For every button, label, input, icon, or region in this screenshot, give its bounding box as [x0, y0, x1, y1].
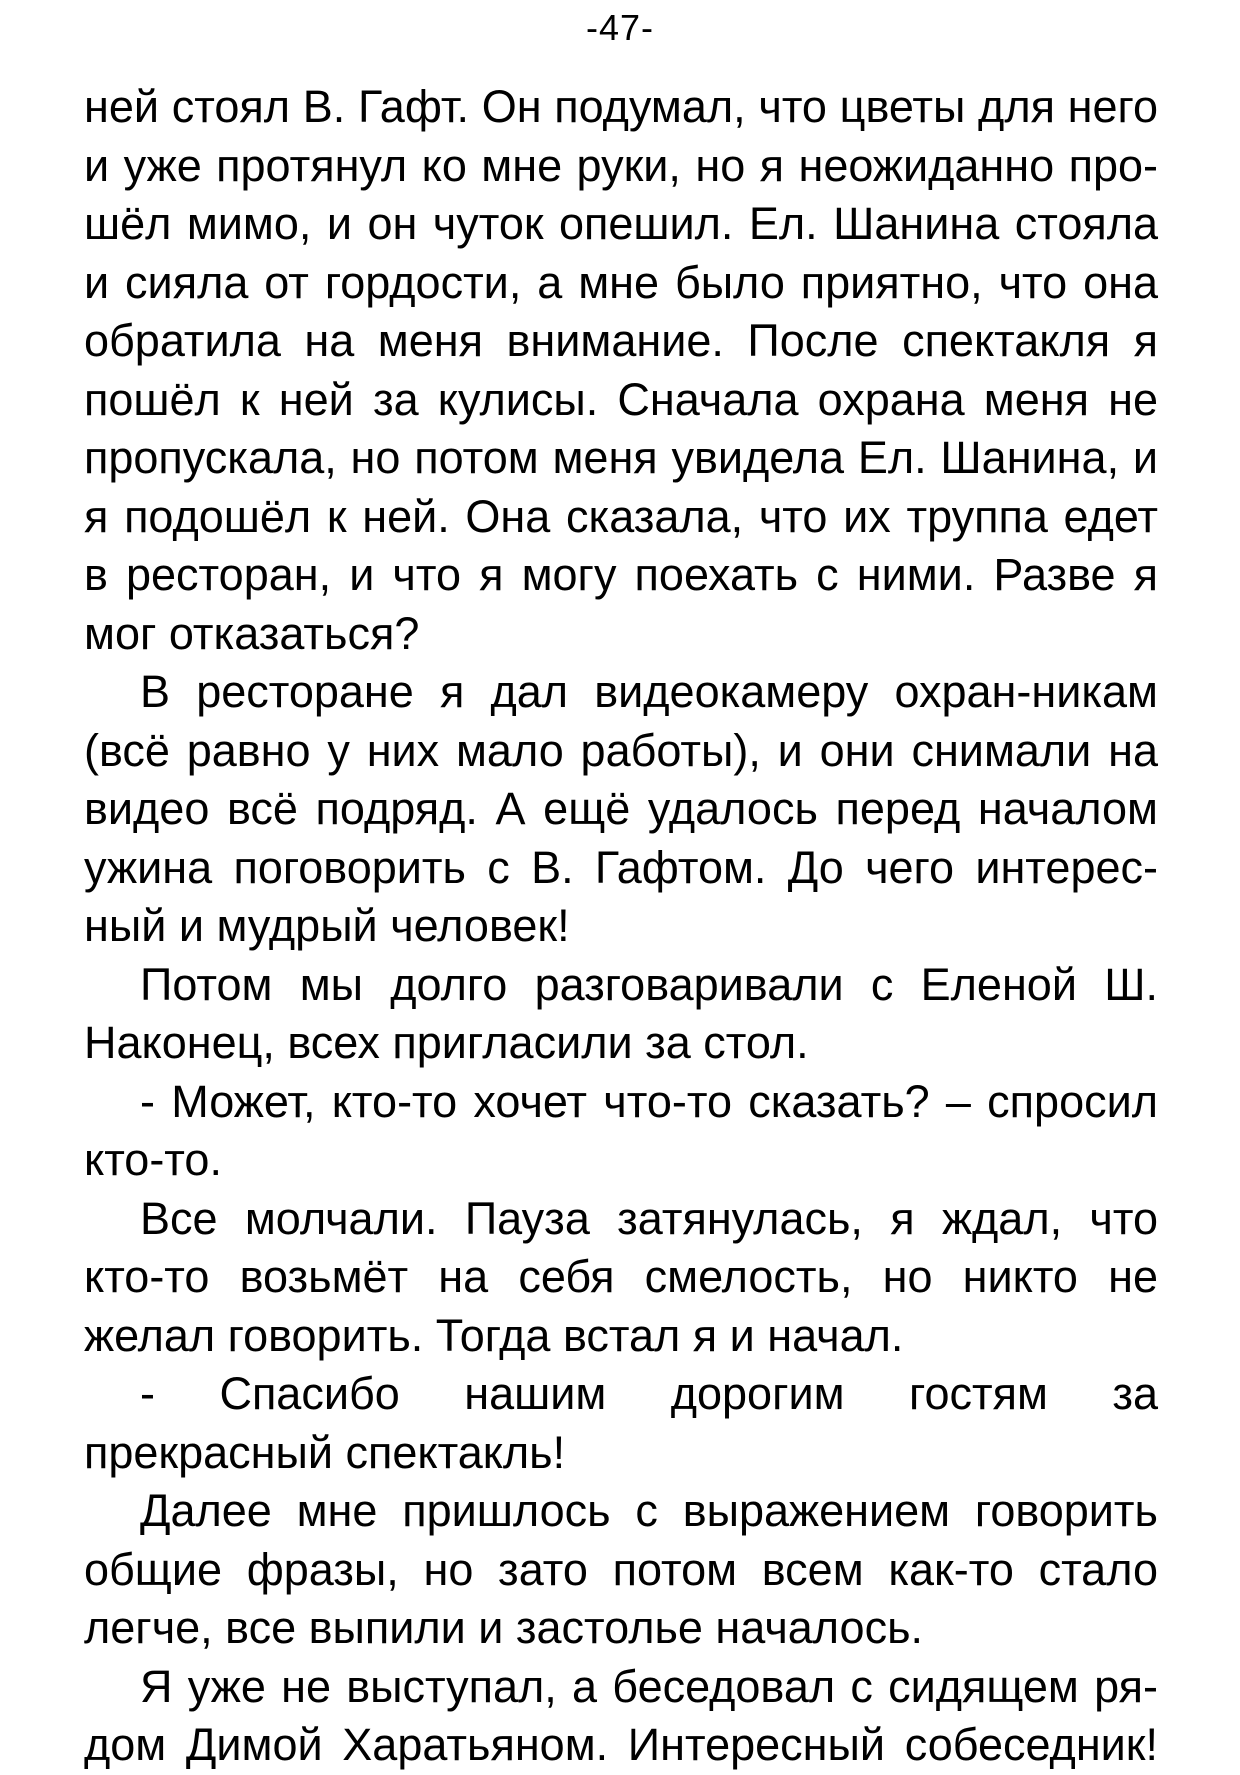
paragraph: Далее мне пришлось с выражением говорить общие фразы, но зато потом всем как-то стало легче, все выпили и застолье началось. [84, 1485, 1158, 1653]
page-number: -47- [585, 7, 655, 48]
paragraph: Я уже не выступал, а беседовал с сидящем рядом Димой Харатьяном. Интересный собеседник! [84, 1660, 1158, 1770]
paragraph: В ресторане я дал видеокамеру охран-никам (всё равно у них мало работы), и они снимали на видео всё подряд. А ещё удалось перед началом ужина поговорить с В. Гафтом. До чего интересный и мудрый человек! [84, 666, 1158, 951]
page-body-text [84, 78, 1158, 1775]
paragraph: Потом мы долго разговаривали с Еленой Ш. Наконец, всех пригласили за стол. [84, 958, 1158, 1068]
paragraph: Все молчали. Пауза затянулась, я ждал, что кто-то возьмёт на себя смелость, но никто не желал говорить. Тогда встал я и начал. [84, 1192, 1158, 1361]
paragraph: - Может, кто-то хочет что-то сказать? – спросил кто-то. [84, 1075, 1158, 1185]
paragraph: - Спасибо нашим дорогим гостям за прекрасный спектакль! [84, 1368, 1158, 1478]
paragraph: ней стоял В. Гафт. Он подумал, что цветы для него и уже протянул ко мне руки, но я неожиданно прошёл мимо, и он чуток опешил. Ел. Шанина стояла и сияла от гордости, а мне было приятно, что она обратила на меня внимание. После спектакля я пошёл к ней за кулисы. Сначала охрана меня не пропускала, но потом меня увидела Ел. Шанина, и я подошёл к ней. Она сказала, что их труппа едет в ресторан, и что я могу поехать с ними. Разве я мог отказаться? [84, 81, 1158, 659]
